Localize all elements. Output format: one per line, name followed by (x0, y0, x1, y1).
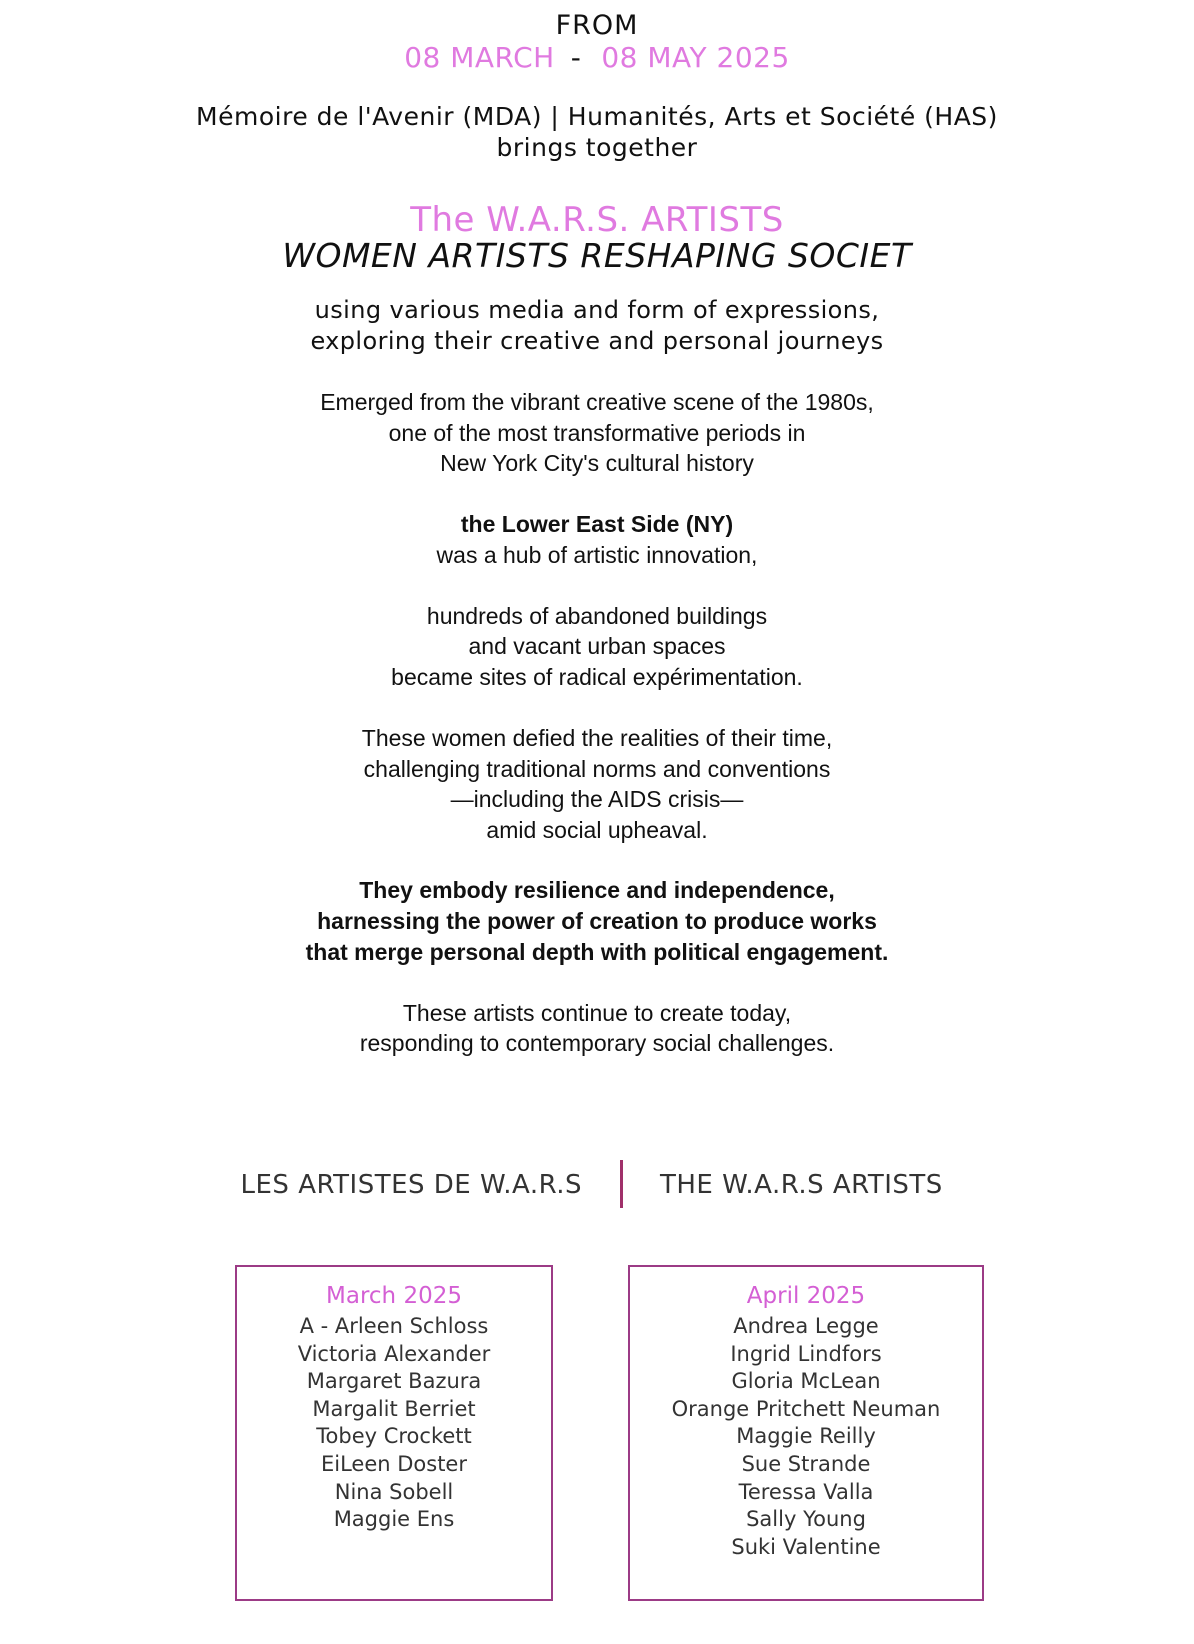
p3-line-3: became sites of radical expérimentation. (391, 664, 803, 690)
artist-name: Suki Valentine (731, 1534, 881, 1559)
artist-name: Margaret Bazura (306, 1369, 482, 1394)
p3-line-1: hundreds of abandoned buildings (426, 603, 768, 629)
artist-name: Andrea Legge (733, 1314, 879, 1338)
p1-line-3: New York City's cultural history (440, 450, 754, 476)
p5-line-3: that merge personal depth with political engagement. (305, 939, 889, 965)
end-date: 08 MAY 2025 (601, 41, 790, 74)
p4-line-3: —including the AIDS crisis— (450, 786, 744, 812)
subtitle-rest: ARTISTS RESHAPING SOCIET (417, 236, 912, 275)
p5-line-2: harnessing the power of creation to produce works (317, 908, 877, 934)
from-label: FROM (555, 10, 639, 41)
march-artists-box (235, 1265, 553, 1601)
date-separator: - (570, 41, 582, 74)
exhibition-title: The W.A.R.S. ARTISTS (410, 200, 784, 240)
artist-name: Gloria McLean (731, 1369, 881, 1394)
artist-name: Sue Strande (741, 1451, 871, 1476)
artist-name: Nina Sobell (334, 1479, 454, 1504)
artist-name: Orange Pritchett Neuman (671, 1396, 941, 1421)
p2-line: was a hub of artistic innovation, (436, 542, 758, 568)
april-artist-list (630, 1313, 982, 1561)
artist-name: Ingrid Lindfors (730, 1341, 882, 1366)
p6-line-2: responding to contemporary social challenges. (359, 1030, 835, 1056)
section-label-en: THE W.A.R.S ARTISTS (660, 1170, 943, 1200)
artist-name: Victoria Alexander (297, 1341, 491, 1366)
organizers-line: Mémoire de l'Avenir (MDA) | Humanités, Arts et Société (HAS) (196, 102, 998, 131)
april-box-title: April 2025 (746, 1283, 866, 1309)
artist-name: A - Arleen Schloss (299, 1314, 489, 1338)
p3-line-2: and vacant urban spaces (468, 633, 726, 659)
intro-line-2: exploring their creative and personal journeys (310, 327, 884, 355)
section-label-fr: LES ARTISTES DE W.A.R.S (240, 1170, 582, 1200)
p4-line-1: These women defied the realities of their time, (361, 725, 833, 751)
artist-name: Margalit Berriet (312, 1396, 476, 1421)
artist-name: Maggie Reilly (736, 1424, 876, 1449)
intro-line-1: using various media and form of expressions, (314, 296, 880, 324)
march-box-title: March 2025 (326, 1283, 462, 1309)
brings-together-line: brings together (496, 133, 698, 162)
p1-line-1: Emerged from the vibrant creative scene of the 1980s, (320, 389, 874, 415)
april-artists-box (628, 1265, 984, 1601)
exhibition-dates (0, 41, 1194, 74)
artist-name: Sally Young (746, 1507, 866, 1532)
subtitle-first-word: WOMEN (282, 236, 418, 275)
p4-line-4: amid social upheaval. (486, 817, 708, 843)
artist-name: Tobey Crockett (316, 1424, 472, 1449)
p2-heading: the Lower East Side (NY) (460, 511, 734, 537)
section-divider (620, 1160, 623, 1208)
p4-line-2: challenging traditional norms and conventions (363, 756, 831, 782)
artist-name: Teressa Valla (738, 1479, 874, 1504)
start-date: 08 MARCH (404, 41, 555, 74)
p6-line-1: These artists continue to create today, (402, 1000, 792, 1026)
p5-line-1: They embody resilience and independence, (359, 877, 835, 903)
march-artist-list (237, 1313, 551, 1534)
artist-name: EiLeen Doster (320, 1451, 467, 1476)
artist-name: Maggie Ens (333, 1507, 455, 1532)
section-labels (0, 1160, 1194, 1216)
exhibition-subtitle (0, 236, 1194, 275)
p1-line-2: one of the most transformative periods in (388, 420, 806, 446)
